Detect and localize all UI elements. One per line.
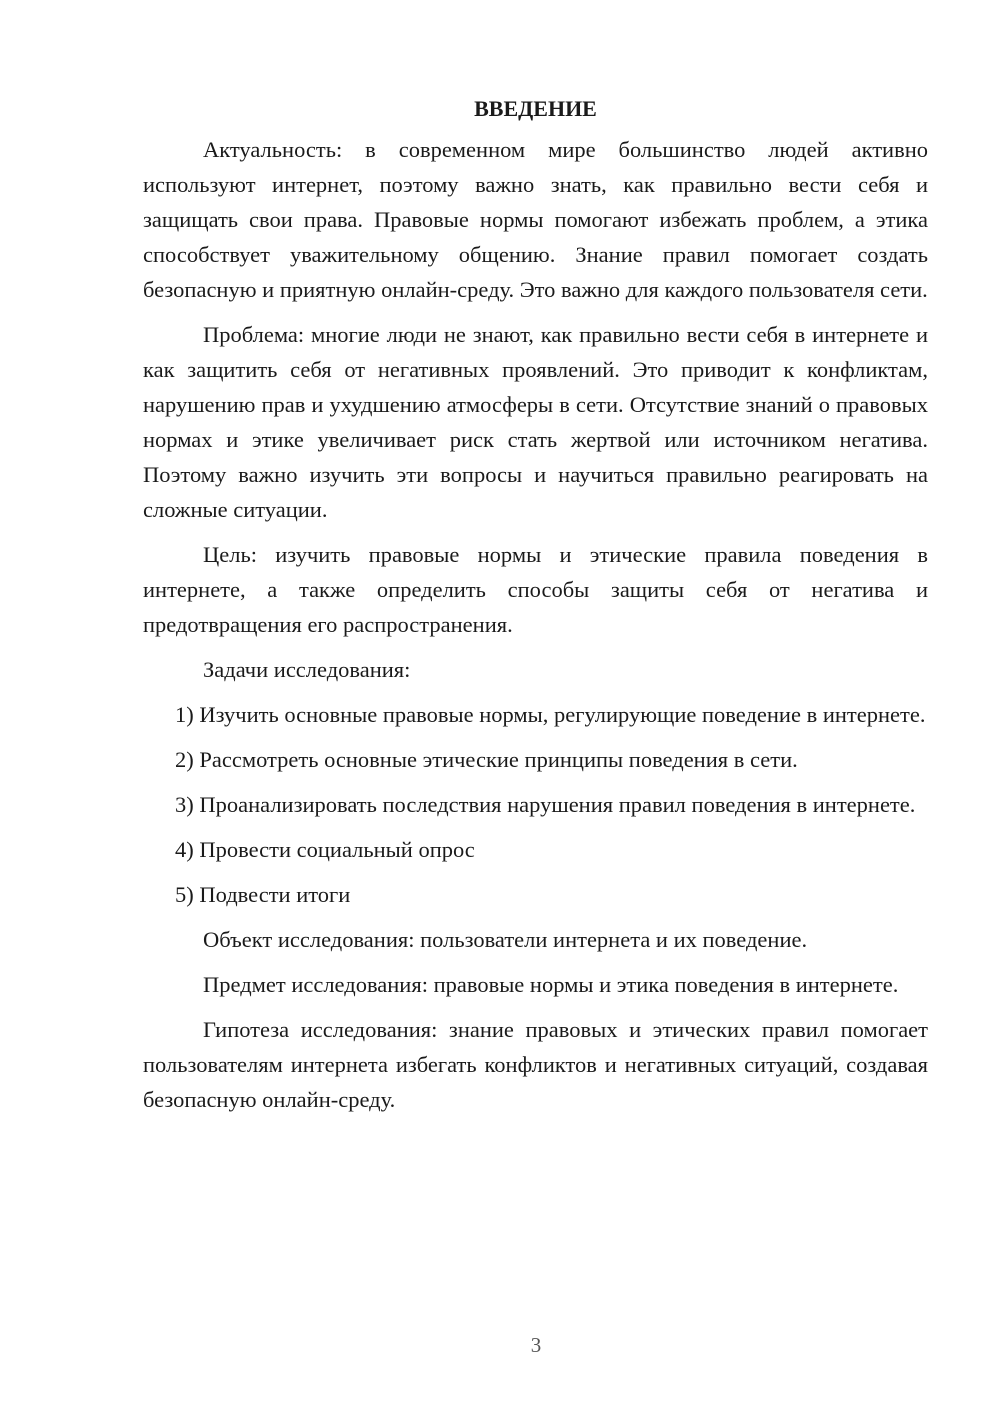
hypothesis-paragraph: Гипотеза исследования: знание правовых и этических правил помогает пользователям интернета избегать конфликтов и негативных ситуаций, создавая безопасную онлайн-среду. [143, 1017, 928, 1112]
page-number: 3 [530, 1333, 542, 1357]
task-item-2: 2) Рассмотреть основные этические принципы поведения в сети. [175, 747, 798, 772]
problem-paragraph: Проблема: многие люди не знают, как правильно вести себя в интернете и как защитить себя от негативных проявлений. Это приводит к конфликтам, нарушению прав и ухудшению атмосферы в сети. Отсутствие знаний о правовых нормах и этике увеличивает риск стать жертвой или источником негатива. Поэтому важно изучить эти вопросы и научиться правильно реагировать на сложные ситуации. [143, 322, 928, 522]
task-item-4: 4) Провести социальный опрос [175, 837, 475, 862]
task-item-5: 5) Подвести итоги [175, 882, 351, 907]
object-paragraph: Объект исследования: пользователи интернета и их поведение. [203, 927, 808, 952]
relevance-paragraph: Актуальность: в современном мире большинство людей активно используют интернет, поэтому важно знать, как правильно вести себя и защищать свои права. Правовые нормы помогают избежать проблем, а этика способствует уважительному общению. Знание правил помогает создать безопасную и приятную онлайн-среду. Это важно для каждого пользователя сети. [143, 137, 928, 302]
document-page [143, 92, 928, 1117]
subject-paragraph: Предмет исследования: правовые нормы и этика поведения в интернете. [203, 972, 899, 997]
goal-paragraph: Цель: изучить правовые нормы и этические правила поведения в интернете, а также определить способы защиты себя от негатива и предотвращения его распространения. [143, 542, 928, 637]
section-title: ВВЕДЕНИЕ [474, 96, 597, 121]
tasks-heading: Задачи исследования: [203, 657, 411, 682]
task-item-3: 3) Проанализировать последствия нарушения правил поведения в интернете. [175, 792, 916, 817]
task-item-1: 1) Изучить основные правовые нормы, регулирующие поведение в интернете. [175, 702, 926, 727]
